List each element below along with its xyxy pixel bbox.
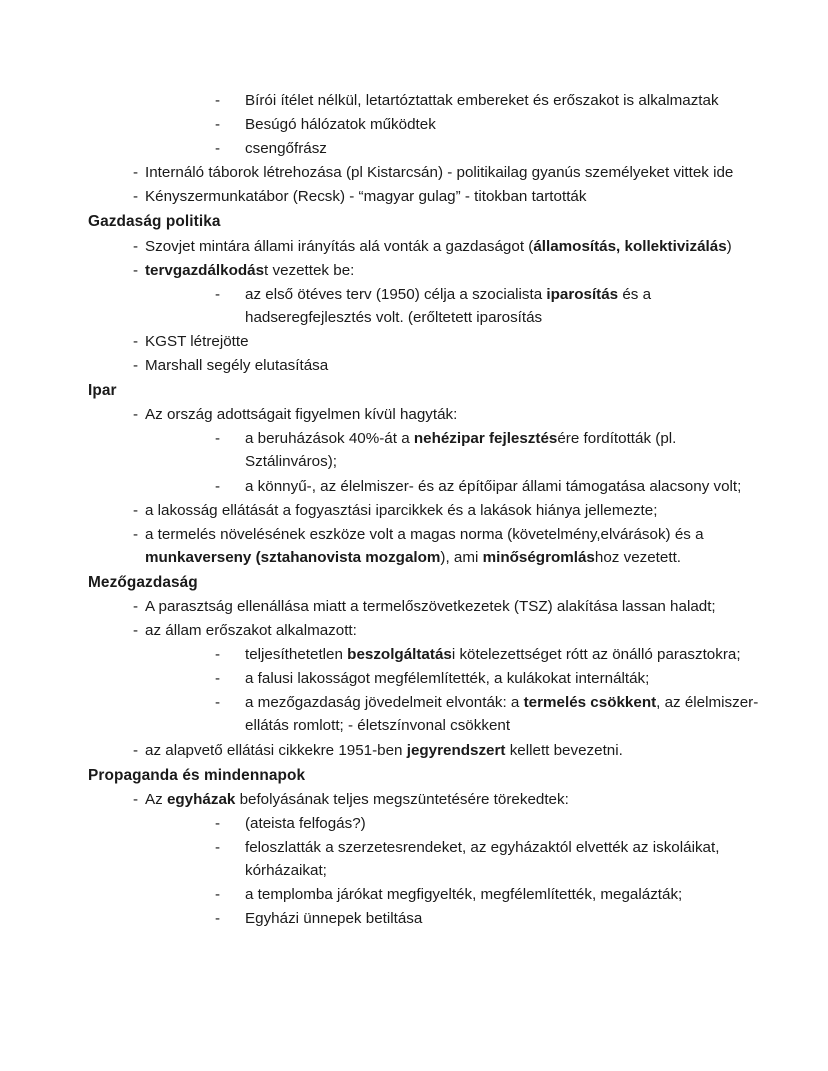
body-text: Bírói ítélet nélkül, letartóztattak embereket és erőszakot is alkalmaztak	[245, 92, 719, 109]
bullet-dash-icon: -	[133, 406, 139, 424]
bullet-dash-icon: -	[215, 694, 221, 712]
list-item	[88, 907, 766, 930]
section-list	[88, 403, 766, 569]
bullet-dash-icon: -	[133, 188, 139, 206]
body-text: Az	[145, 790, 167, 808]
list-item	[88, 113, 766, 136]
body-text: Az ország adottságait figyelmen kívül hagyták:	[145, 406, 458, 424]
bullet-dash-icon: -	[133, 332, 139, 350]
bullet-dash-icon: -	[133, 525, 139, 543]
body-text: Egyházi ünnepek betiltása	[245, 910, 423, 928]
list-item-text	[245, 836, 766, 882]
emphasis-text: munkaverseny (sztahanovista mozgalom	[145, 548, 441, 566]
list-item-text	[245, 475, 766, 498]
list-item	[88, 595, 766, 618]
intro-bullet-group	[88, 89, 766, 208]
body-text: a falusi lakosságot megfélemlítették, a kulákokat internálták;	[245, 670, 650, 688]
bullet-dash-icon: -	[215, 646, 221, 664]
emphasis-text: iparosítás	[546, 285, 619, 303]
bullet-dash-icon: -	[215, 92, 221, 109]
body-text: az alapvető ellátási cikkekre 1951-ben	[145, 741, 407, 759]
list-item	[88, 643, 766, 666]
list-item	[88, 739, 766, 762]
list-item	[88, 259, 766, 329]
list-item	[88, 812, 766, 835]
body-text: i kötelezettséget rótt az önálló parasztokra;	[451, 646, 741, 664]
section-mezogazdasag	[88, 571, 766, 762]
emphasis-text: államosítás, kollektivizálás	[533, 237, 727, 255]
bullet-dash-icon: -	[215, 285, 221, 303]
bullet-dash-icon: -	[133, 261, 139, 279]
list-item-text	[145, 403, 766, 426]
body-text: A parasztság ellenállása miatt a termelőszövetkezetek (TSZ) alakítása lassan haladt;	[145, 598, 716, 616]
list-item-text	[145, 235, 766, 258]
section-list	[88, 235, 766, 378]
list-item-text	[245, 691, 766, 737]
body-text: hoz vezetett.	[594, 548, 682, 566]
document-body	[88, 89, 766, 930]
intro-main-bullets	[88, 161, 766, 208]
body-text: teljesíthetetlen	[245, 646, 348, 664]
list-item	[88, 89, 766, 112]
list-item	[88, 354, 766, 377]
list-item	[88, 283, 766, 329]
body-text: Kényszermunkatábor (Recsk) - “magyar gulag” - titokban tartották	[145, 188, 587, 206]
body-text: a beruházások 40%-át a	[245, 430, 414, 448]
section-list	[88, 595, 766, 762]
body-text: t vezettek be:	[264, 261, 355, 279]
bullet-dash-icon: -	[133, 237, 139, 255]
bullet-dash-icon: -	[215, 477, 221, 495]
emphasis-text: beszolgáltatás	[347, 646, 452, 664]
list-item	[88, 330, 766, 353]
body-text: Marshall segély elutasítása	[145, 357, 329, 375]
sub-list	[88, 427, 766, 497]
list-item-text	[145, 259, 766, 282]
bullet-dash-icon: -	[215, 116, 221, 134]
list-item-text	[145, 161, 766, 184]
list-item-text	[145, 185, 766, 208]
body-text: Szovjet mintára állami irányítás alá vonták a gazdaságot (	[145, 237, 534, 255]
body-text: kellett bevezetni.	[505, 741, 623, 759]
list-item	[88, 619, 766, 737]
section-ipar	[88, 379, 766, 569]
body-text: az első ötéves terv (1950) célja a szocialista	[245, 285, 547, 303]
section-heading: Propaganda és mindennapok	[88, 766, 306, 784]
sub-list	[88, 643, 766, 737]
body-text: befolyásának teljes megszüntetésére törekedtek:	[235, 790, 569, 808]
list-item-text	[245, 283, 766, 329]
bullet-dash-icon: -	[215, 910, 221, 928]
sub-list	[88, 812, 766, 930]
body-text: (ateista felfogás?)	[245, 814, 366, 832]
bullet-dash-icon: -	[215, 430, 221, 448]
list-item-text	[145, 523, 766, 569]
list-item-text	[245, 812, 766, 835]
section-heading: Mezőgazdaság	[88, 573, 198, 591]
body-text: és a hadseregfejlesztés volt. (erőltetett iparosítás	[245, 285, 652, 326]
body-text: a könnyű-, az élelmiszer- és az építőipar állami támogatása alacsony volt;	[245, 477, 742, 495]
body-text: feloszlatták a szerzetesrendeket, az egyházaktól elvették az iskoláikat, kórházaikat;	[245, 838, 720, 880]
emphasis-text: jegyrendszert	[406, 741, 506, 759]
list-item-text	[145, 739, 766, 762]
list-item	[88, 883, 766, 906]
list-item	[88, 137, 766, 160]
body-text: Internáló táborok létrehozása (pl Kistarcsán) - politikailag gyanús személyeket vittek ide	[145, 164, 734, 182]
list-item-text	[245, 113, 766, 136]
bullet-dash-icon: -	[215, 886, 221, 904]
body-text: a lakosság ellátását a fogyasztási iparcikkek és a lakások hiánya jellemezte;	[145, 501, 658, 519]
section-heading: Ipar	[88, 382, 117, 400]
list-item	[88, 523, 766, 569]
section-list	[88, 788, 766, 931]
list-item-text	[245, 883, 766, 906]
body-text: az állam erőszakot alkalmazott:	[145, 622, 357, 640]
bullet-dash-icon: -	[133, 790, 139, 808]
section-propaganda	[88, 764, 766, 931]
list-item	[88, 161, 766, 184]
emphasis-text: minőségromlás	[482, 548, 595, 566]
list-item-text	[145, 788, 766, 811]
emphasis-text: nehézipar fejlesztés	[413, 430, 558, 448]
list-item-text	[145, 354, 766, 377]
body-text: a mezőgazdaság jövedelmeit elvonták: a	[245, 694, 524, 712]
bullet-dash-icon: -	[215, 140, 221, 158]
sub-list	[88, 283, 766, 329]
list-item-text	[145, 499, 766, 522]
bullet-dash-icon: -	[133, 357, 139, 375]
body-text: ére fordították (pl. Sztálinváros);	[245, 430, 677, 471]
sections-root	[88, 210, 766, 930]
body-text: a termelés növelésének eszköze volt a magas norma (követelmény,elvárások) és a	[145, 525, 704, 543]
list-item	[88, 475, 766, 498]
body-text: KGST létrejötte	[145, 332, 249, 350]
list-item	[88, 403, 766, 497]
list-item-text	[245, 137, 766, 160]
list-item	[88, 499, 766, 522]
list-item-text	[245, 907, 766, 930]
list-item-text	[245, 643, 766, 666]
body-text: )	[726, 237, 732, 255]
emphasis-text: tervgazdálkodás	[145, 261, 265, 279]
bullet-dash-icon: -	[215, 670, 221, 688]
list-item	[88, 185, 766, 208]
section-gazdasag-politika	[88, 210, 766, 377]
bullet-dash-icon: -	[133, 164, 139, 182]
section-heading: Gazdaság politika	[88, 213, 221, 231]
list-item	[88, 691, 766, 737]
bullet-dash-icon: -	[133, 501, 139, 519]
bullet-dash-icon: -	[215, 814, 221, 832]
emphasis-text: termelés csökkent	[523, 694, 657, 712]
list-item-text	[245, 427, 766, 473]
list-item	[88, 836, 766, 882]
list-item-text	[145, 619, 766, 642]
body-text: a templomba járókat megfigyelték, megfélemlítették, megalázták;	[245, 886, 683, 904]
intro-sub-bullets	[88, 89, 766, 160]
bullet-dash-icon: -	[215, 838, 221, 856]
body-text: , az élelmiszer-ellátás romlott; - életszínvonal csökkent	[245, 694, 759, 735]
bullet-dash-icon: -	[133, 598, 139, 616]
list-item	[88, 788, 766, 931]
list-item	[88, 667, 766, 690]
list-item-text	[245, 89, 766, 112]
list-item-text	[245, 667, 766, 690]
list-item	[88, 235, 766, 258]
emphasis-text: egyházak	[166, 790, 236, 808]
bullet-dash-icon: -	[133, 741, 139, 759]
bullet-dash-icon: -	[133, 622, 139, 640]
body-text: ), ami	[440, 548, 483, 566]
list-item-text	[145, 595, 766, 618]
body-text: Besúgó hálózatok működtek	[245, 116, 436, 134]
body-text: csengőfrász	[245, 140, 327, 158]
list-item-text	[145, 330, 766, 353]
list-item	[88, 427, 766, 473]
